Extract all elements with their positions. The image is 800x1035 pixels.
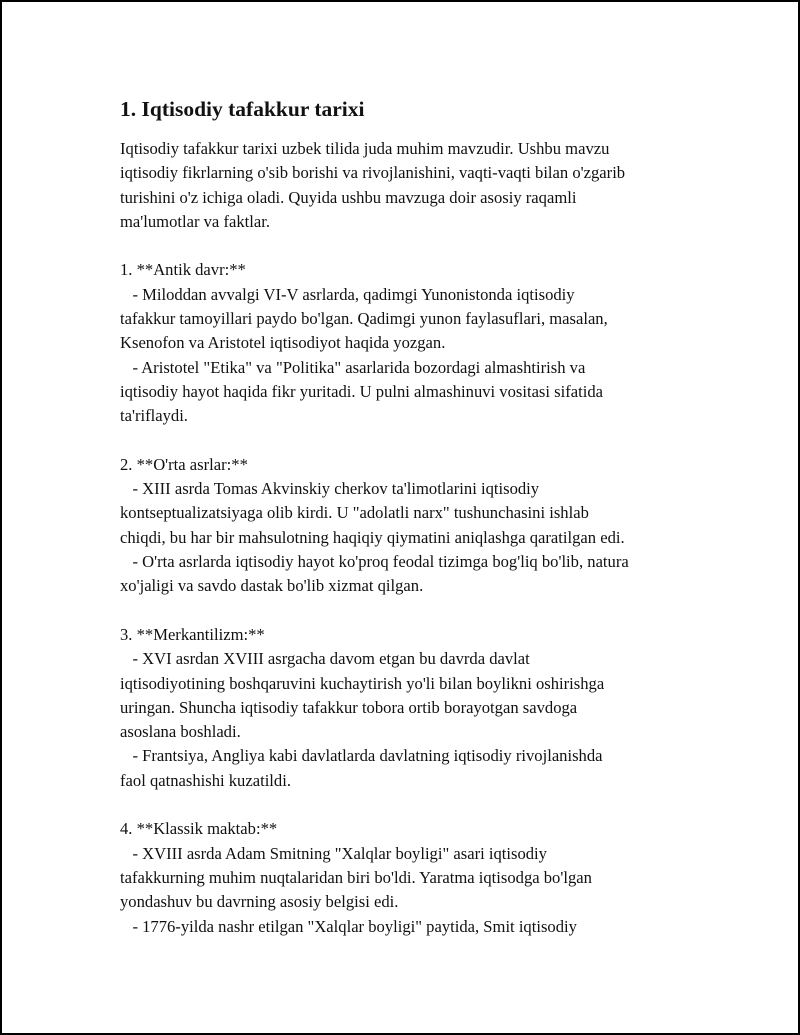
text-line: 3. **Merkantilizm:** xyxy=(120,624,265,644)
text-line: yondashuv bu davrning asosiy belgisi edi. xyxy=(120,892,399,912)
text-line: - XVI asrdan XVIII asrgacha davom etgan bu davrda davlat xyxy=(120,649,530,669)
paragraph-gap xyxy=(120,793,710,817)
text-line: - XIII asrda Tomas Akvinskiy cherkov ta'limotlarini iqtisodiy xyxy=(120,479,540,499)
text-line: Iqtisodiy tafakkur tarixi uzbek tilida juda muhim mavzudir. Ushbu mavzu xyxy=(120,139,610,158)
document-title: 1. Iqtisodiy tafakkur tarixi xyxy=(120,97,365,121)
text-line: faol qatnashishi kuzatildi. xyxy=(120,770,291,790)
text-line: ma'lumotlar va faktlar. xyxy=(120,211,270,231)
text-line: iqtisodiy hayot haqida fikr yuritadi. U pulni almashinuvi vositasi sifatida xyxy=(120,381,603,401)
text-line: tafakkur tamoyillari paydo bo'lgan. Qadimgi yunon faylasuflari, masalan, xyxy=(120,309,608,329)
text-line: kontseptualizatsiyaga olib kirdi. U "adolatli narx" tushunchasini ishlab xyxy=(120,503,589,523)
text-line: uringan. Shuncha iqtisodiy tafakkur tobora ortib borayotgan savdoga xyxy=(120,697,578,717)
paragraph-gap xyxy=(120,234,710,258)
text-line: xo'jaligi va savdo dastak bo'lib xizmat qilgan. xyxy=(120,576,424,596)
text-line: - Miloddan avvalgi VI-V asrlarda, qadimgi Yunonistonda iqtisodiy xyxy=(120,284,575,304)
text-line: turishini o'z ichiga oladi. Quyida ushbu mavzuga doir asosiy raqamli xyxy=(120,187,577,207)
text-line: - XVIII asrda Adam Smitning "Xalqlar boyligi" asari iqtisodiy xyxy=(120,843,547,863)
text-line: - Frantsiya, Angliya kabi davlatlarda davlatning iqtisodiy rivojlanishda xyxy=(120,746,603,766)
text-line: - 1776-yilda nashr etilgan "Xalqlar boyligi" paytida, Smit iqtisodiy xyxy=(120,916,577,936)
paragraph-gap xyxy=(120,429,710,453)
paragraph-gap xyxy=(120,599,710,623)
text-line: 1. **Antik davr:** xyxy=(120,260,246,280)
text-line: - O'rta asrlarda iqtisodiy hayot ko'proq feodal tizimga bog'liq bo'lib, natura xyxy=(120,552,629,572)
document-content xyxy=(120,95,710,939)
text-line: iqtisodiyotining boshqaruvini kuchaytirish yo'li bilan boylikni oshirishga xyxy=(120,673,605,693)
text-line: chiqdi, bu har bir mahsulotning haqiqiy qiymatini aniqlashga qaratilgan edi. xyxy=(120,527,625,547)
text-line: - Aristotel "Etika" va "Politika" asarlarida bozordagi almashtirish va xyxy=(120,357,586,377)
text-line: 4. **Klassik maktab:** xyxy=(120,819,278,839)
text-line: ta'riflaydi. xyxy=(120,406,188,426)
text-line: iqtisodiy fikrlarning o'sib borishi va rivojlanishini, vaqti-vaqti bilan o'zgarib xyxy=(120,163,626,183)
text-line: 2. **O'rta asrlar:** xyxy=(120,454,248,474)
text-line: Ksenofon va Aristotel iqtisodiyot haqida yozgan. xyxy=(120,333,446,353)
document-body xyxy=(120,137,710,939)
text-line: tafakkurning muhim nuqtalaridan biri bo'ldi. Yaratma iqtisodga bo'lgan xyxy=(120,867,592,887)
text-line: asoslana boshladi. xyxy=(120,722,241,742)
